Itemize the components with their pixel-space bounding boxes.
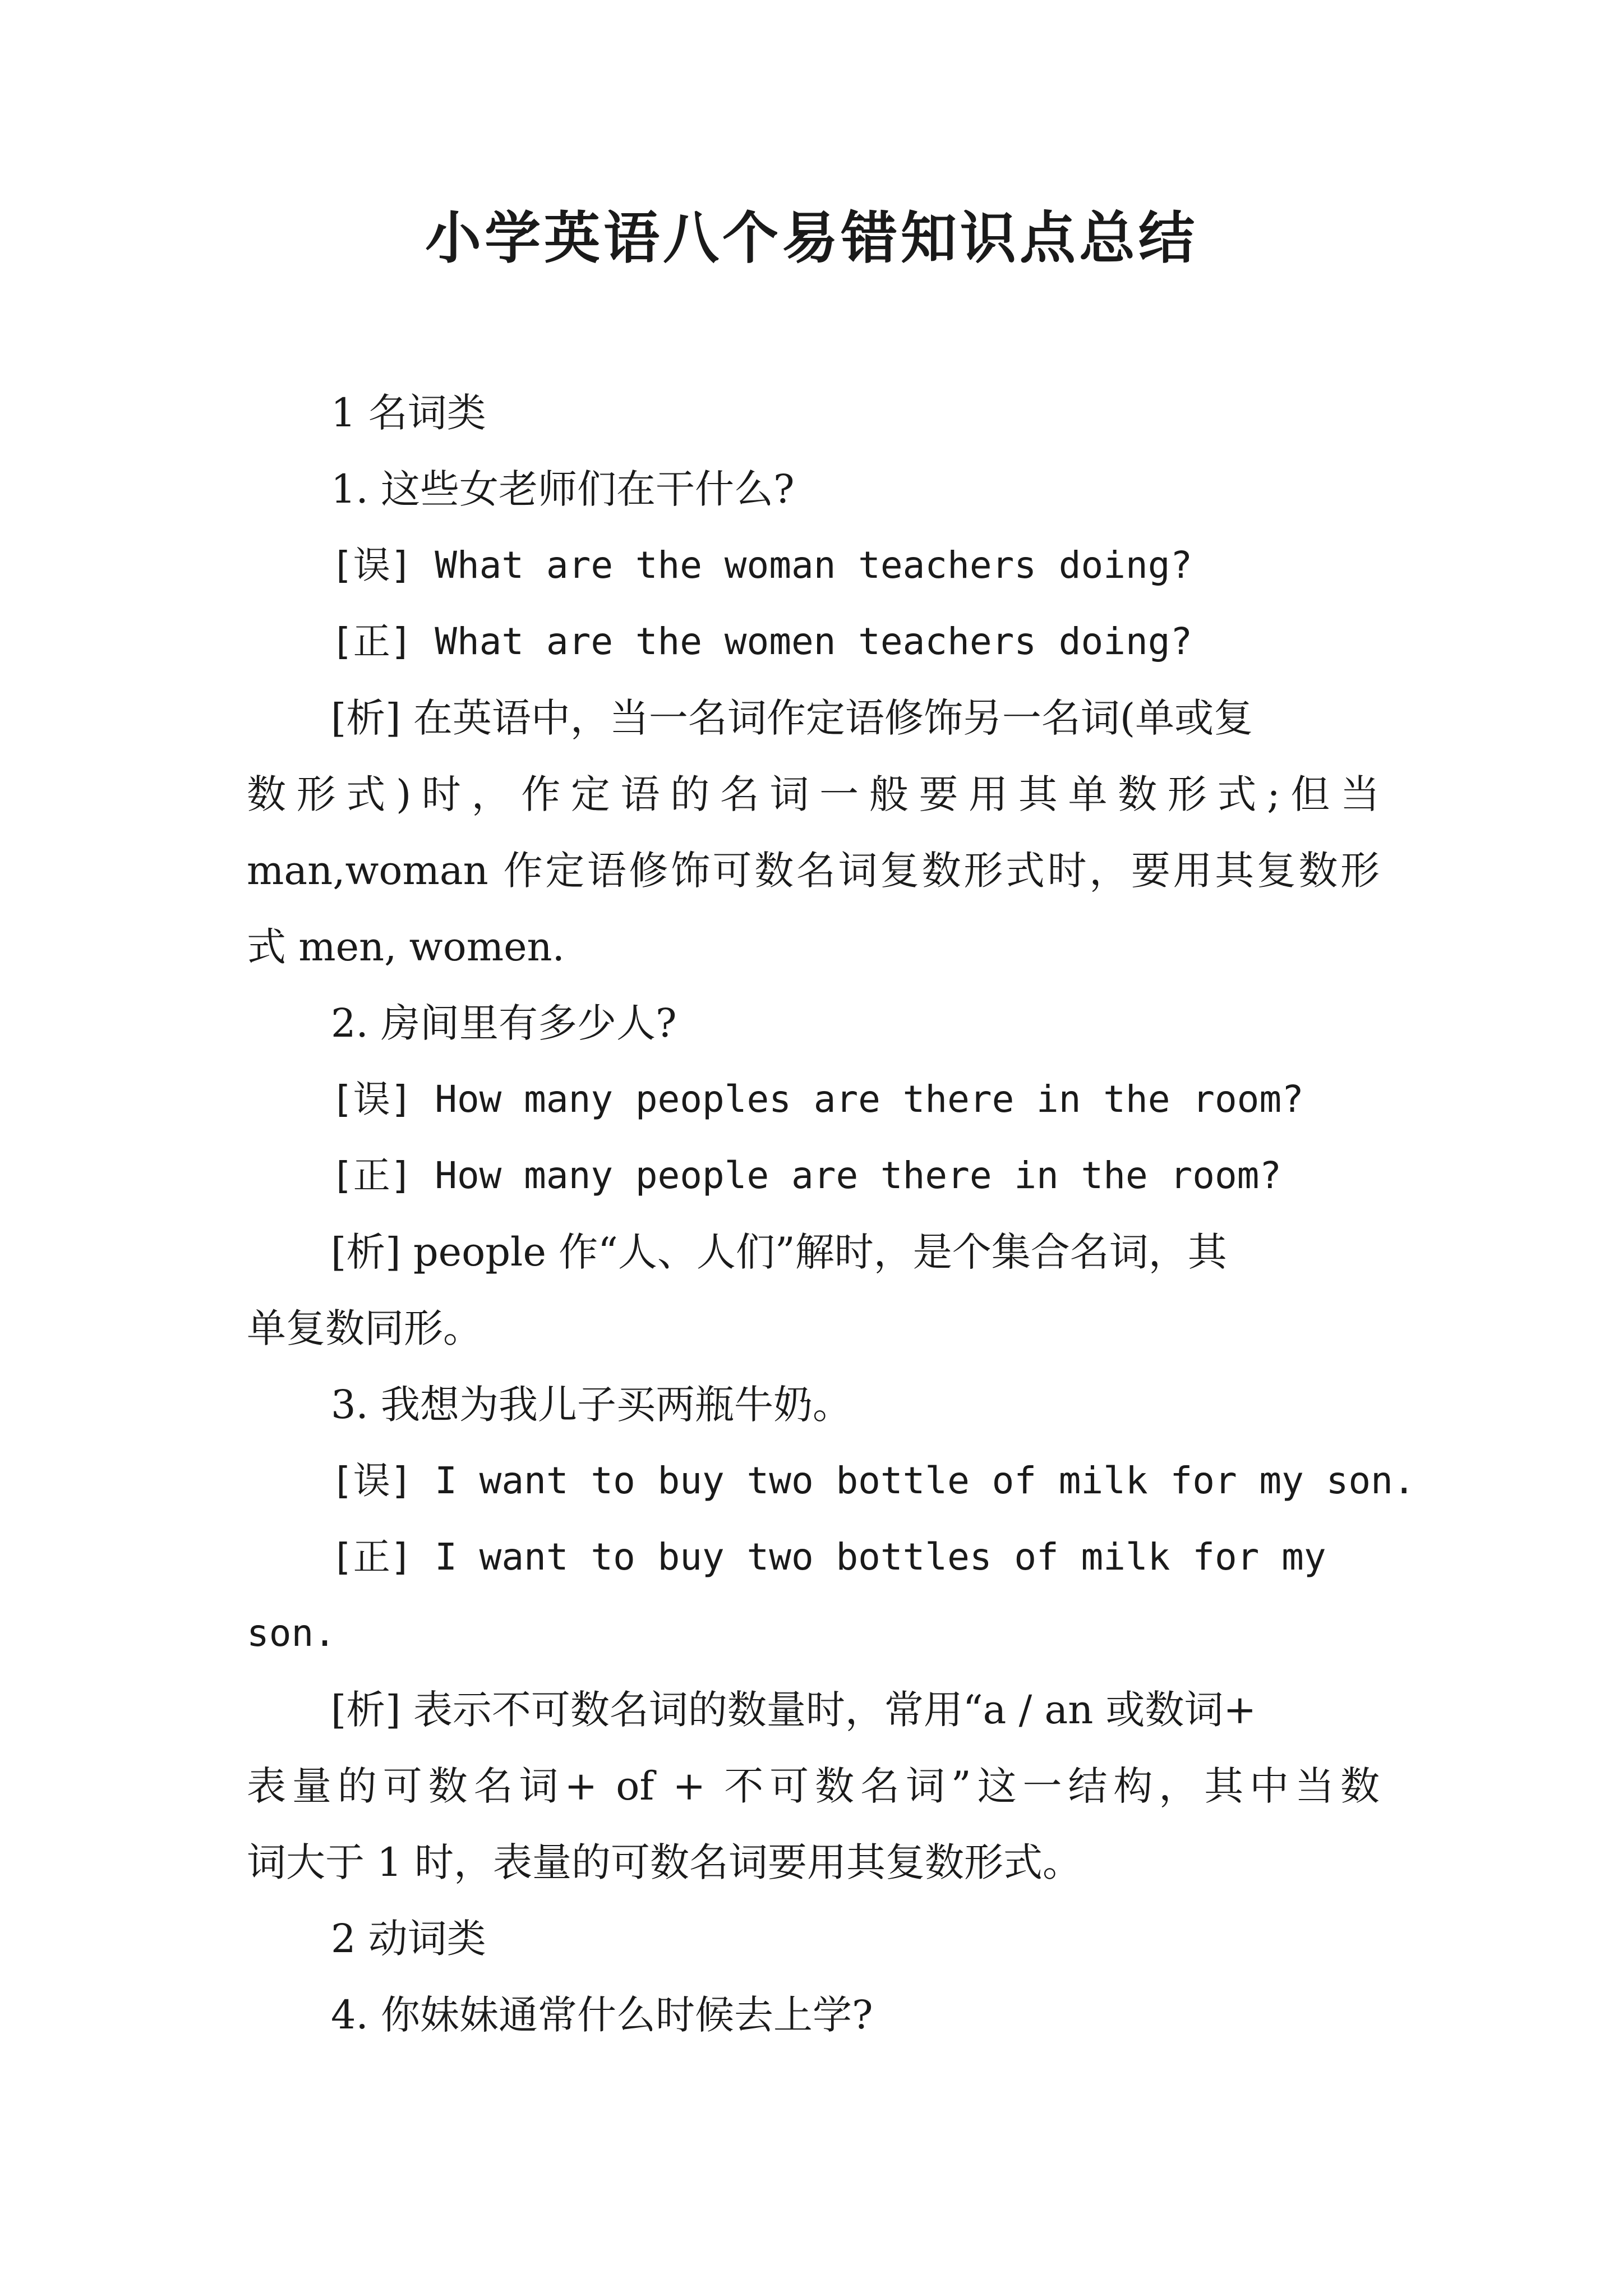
analysis-3-line-2: 表量的可数名词+ of + 不可数名词”这一结构，其中当数 <box>247 1763 1380 1809</box>
section-heading-nouns: 1 名词类 <box>331 390 486 436</box>
analysis-1-line-4: 式 men, women. <box>247 924 565 970</box>
correct-sentence-3-line-2: son. <box>247 1612 336 1655</box>
question-4: 4. 你妹妹通常什么时候去上学? <box>331 1992 873 2038</box>
analysis-1-line-3: man,woman 作定语修饰可数名词复数形式时，要用其复数形 <box>247 848 1380 894</box>
wrong-sentence-3: [误] I want to buy two bottle of milk for my son. <box>331 1459 1415 1502</box>
wrong-sentence-2: [误] How many peoples are there in the room? <box>331 1078 1304 1121</box>
correct-sentence-3-line-1: [正] I want to buy two bottles of milk for my <box>331 1535 1326 1579</box>
section-heading-verbs: 2 动词类 <box>331 1916 486 1962</box>
question-1: 1. 这些女老师们在干什么? <box>331 466 795 512</box>
wrong-sentence-1: [误] What are the woman teachers doing? <box>331 544 1193 587</box>
correct-sentence-2: [正] How many people are there in the room? <box>331 1154 1282 1197</box>
analysis-2-line-2: 单复数同形。 <box>247 1305 482 1351</box>
page-title: 小学英语八个易错知识点总结 <box>425 205 1198 271</box>
question-3: 3. 我想为我儿子买两瓶牛奶。 <box>331 1382 852 1428</box>
correct-sentence-1: [正] What are the women teachers doing? <box>331 620 1193 663</box>
analysis-1-line-2: 数形式)时，作定语的名词一般要用其单数形式;但当 <box>247 771 1380 817</box>
analysis-3-line-3: 词大于 1 时，表量的可数名词要用其复数形式。 <box>247 1839 1082 1885</box>
analysis-3-line-1: [析] 表示不可数名词的数量时，常用“a / an 或数词+ <box>331 1687 1257 1733</box>
question-2: 2. 房间里有多少人? <box>331 1000 677 1046</box>
analysis-2-line-1: [析] people 作“人、人们”解时，是个集合名词，其 <box>331 1229 1227 1275</box>
analysis-1-line-1: [析] 在英语中，当一名词作定语修饰另一名词(单或复 <box>331 695 1253 741</box>
